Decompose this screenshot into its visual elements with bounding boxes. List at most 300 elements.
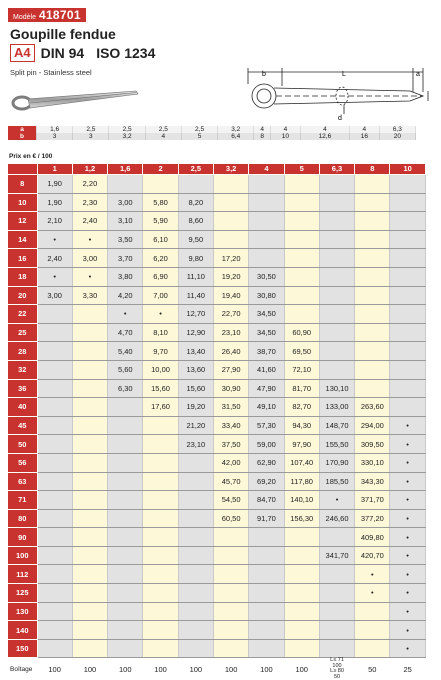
price-cell [72, 546, 107, 565]
column-header: 1 [37, 164, 72, 175]
dim-b-cell: 8 [254, 133, 271, 140]
row-length-label: 112 [8, 565, 37, 584]
price-cell [108, 528, 143, 547]
subtitle: Split pin - Stainless steel [10, 68, 92, 77]
price-cell [284, 621, 319, 640]
price-cell: 13,40 [178, 342, 213, 361]
packaging-cell: 100 [143, 658, 178, 680]
price-cell: 27,90 [213, 360, 248, 379]
price-cell: 54,50 [213, 491, 248, 510]
price-cell: 341,70 [319, 546, 354, 565]
price-cell [72, 379, 107, 398]
price-cell [213, 584, 248, 603]
price-cell [213, 546, 248, 565]
price-cell: 130,10 [319, 379, 354, 398]
price-cell: • [390, 584, 425, 603]
dim-b-cell: 5 [181, 133, 217, 140]
price-cell: 23,10 [178, 435, 213, 454]
price-cell [37, 398, 72, 417]
packaging-special-l2: 100 [332, 662, 342, 669]
price-cell: • [390, 416, 425, 435]
price-cell [108, 175, 143, 194]
price-cell: 4,20 [108, 286, 143, 305]
price-cell [249, 212, 284, 231]
price-cell [37, 379, 72, 398]
dim-a-cell: 2,5 [109, 126, 145, 133]
price-cell [355, 230, 390, 249]
packaging-cell: 100 [213, 658, 248, 680]
price-cell: 9,80 [178, 249, 213, 268]
dim-b-cell: 3 [73, 133, 109, 140]
price-cell [108, 509, 143, 528]
price-cell: 81,70 [284, 379, 319, 398]
packaging-cell: 100 [108, 658, 143, 680]
row-length-label: 10 [8, 193, 37, 212]
price-cell [319, 286, 354, 305]
price-cell [390, 286, 425, 305]
price-cell [72, 342, 107, 361]
price-cell: 38,70 [249, 342, 284, 361]
table-row [8, 230, 425, 249]
price-cell [319, 342, 354, 361]
column-header: 2,5 [178, 164, 213, 175]
price-cell [37, 435, 72, 454]
price-cell [355, 193, 390, 212]
price-cell [72, 491, 107, 510]
row-length-label: 45 [8, 416, 37, 435]
table-row [8, 193, 425, 212]
price-cell [319, 621, 354, 640]
price-cell [37, 472, 72, 491]
table-row [8, 565, 425, 584]
price-cell [143, 565, 178, 584]
price-cell [143, 175, 178, 194]
price-cell: 42,00 [213, 453, 248, 472]
table-row [8, 491, 425, 510]
table-row [8, 584, 425, 603]
table-row [8, 360, 425, 379]
price-cell [37, 528, 72, 547]
dim-a-cell: 4 [271, 126, 301, 133]
price-cell [72, 509, 107, 528]
price-cell [143, 509, 178, 528]
price-cell [72, 416, 107, 435]
price-cell [390, 379, 425, 398]
price-cell: 84,70 [249, 491, 284, 510]
price-cell: 47,90 [249, 379, 284, 398]
price-cell [37, 323, 72, 342]
price-cell [284, 546, 319, 565]
price-cell: • [72, 230, 107, 249]
price-cell [284, 286, 319, 305]
price-cell [37, 509, 72, 528]
price-cell [249, 175, 284, 194]
column-header: 1,6 [108, 164, 143, 175]
price-cell: 3,80 [108, 267, 143, 286]
row-length-label: 36 [8, 379, 37, 398]
page-title: Goupille fendue [10, 26, 116, 42]
price-cell: 34,50 [249, 305, 284, 324]
price-cell [143, 546, 178, 565]
model-number: 418701 [38, 8, 81, 22]
price-cell [284, 528, 319, 547]
price-cell [319, 360, 354, 379]
technical-drawing [238, 64, 433, 122]
dim-a-cell: 3,2 [218, 126, 254, 133]
price-cell [72, 360, 107, 379]
price-cell [284, 584, 319, 603]
price-cell: 12,70 [178, 305, 213, 324]
row-length-label: 150 [8, 639, 37, 658]
price-cell [319, 193, 354, 212]
price-cell [178, 565, 213, 584]
row-length-label: 125 [8, 584, 37, 603]
row-length-label: 40 [8, 398, 37, 417]
price-cell [390, 230, 425, 249]
price-cell: 33,40 [213, 416, 248, 435]
price-cell [355, 639, 390, 658]
dim-a-cell: 4 [300, 126, 349, 133]
price-cell: 309,50 [355, 435, 390, 454]
price-cell [355, 305, 390, 324]
row-length-label: 80 [8, 509, 37, 528]
price-cell [178, 528, 213, 547]
price-cell [178, 472, 213, 491]
price-cell: 34,50 [249, 323, 284, 342]
column-header: 10 [390, 164, 425, 175]
table-row [8, 267, 425, 286]
dim-b-cell: 3,2 [109, 133, 145, 140]
row-length-label: 16 [8, 249, 37, 268]
price-cell [249, 249, 284, 268]
price-cell: 15,60 [143, 379, 178, 398]
price-cell [319, 565, 354, 584]
price-cell: • [355, 565, 390, 584]
price-cell: • [108, 305, 143, 324]
price-cell: 11,10 [178, 267, 213, 286]
price-cell: 57,30 [249, 416, 284, 435]
price-cell [108, 565, 143, 584]
price-cell: 60,90 [284, 323, 319, 342]
row-length-label: 100 [8, 546, 37, 565]
price-cell [108, 491, 143, 510]
price-cell: 9,50 [178, 230, 213, 249]
row-length-label: 22 [8, 305, 37, 324]
price-cell: 82,70 [284, 398, 319, 417]
drawing-label-b: b [262, 71, 266, 78]
dim-a-cell: 6,3 [379, 126, 415, 133]
column-header: 4 [249, 164, 284, 175]
price-cell: • [319, 491, 354, 510]
price-cell: • [390, 639, 425, 658]
price-cell: 409,80 [355, 528, 390, 547]
price-cell: 420,70 [355, 546, 390, 565]
price-cell: 10,00 [143, 360, 178, 379]
price-cell: 97,90 [284, 435, 319, 454]
price-cell [213, 565, 248, 584]
price-cell [37, 621, 72, 640]
price-cell [178, 491, 213, 510]
price-cell: 8,60 [178, 212, 213, 231]
price-cell [213, 230, 248, 249]
price-cell [355, 360, 390, 379]
price-cell: 8,20 [178, 193, 213, 212]
price-cell [37, 342, 72, 361]
price-cell [319, 323, 354, 342]
price-cell [108, 546, 143, 565]
price-cell [319, 305, 354, 324]
price-cell [213, 639, 248, 658]
price-cell: • [390, 602, 425, 621]
price-cell: • [390, 621, 425, 640]
price-cell: 21,20 [178, 416, 213, 435]
price-cell [143, 491, 178, 510]
row-length-label: 28 [8, 342, 37, 361]
price-cell [319, 528, 354, 547]
price-cell [284, 175, 319, 194]
price-cell: • [390, 509, 425, 528]
row-length-label: 12 [8, 212, 37, 231]
price-cell: 19,20 [213, 267, 248, 286]
packaging-special-l3: L≥ 80 [330, 668, 344, 675]
price-cell [72, 639, 107, 658]
price-cell: 8,10 [143, 323, 178, 342]
row-length-label: 56 [8, 453, 37, 472]
row-length-label: 18 [8, 267, 37, 286]
dim-a-cell: 2,5 [73, 126, 109, 133]
table-row [8, 212, 425, 231]
packaging-cell: 100 [72, 658, 107, 680]
price-cell [390, 193, 425, 212]
price-cell [390, 323, 425, 342]
price-cell [284, 305, 319, 324]
dim-a-cell: 2,5 [145, 126, 181, 133]
price-cell [108, 398, 143, 417]
price-cell: 6,90 [143, 267, 178, 286]
table-row [8, 453, 425, 472]
price-cell: 1,90 [37, 193, 72, 212]
price-cell [355, 323, 390, 342]
price-cell: 19,20 [178, 398, 213, 417]
price-cell [213, 175, 248, 194]
price-cell: 30,50 [249, 267, 284, 286]
price-cell [249, 193, 284, 212]
price-cell [72, 398, 107, 417]
price-cell [178, 453, 213, 472]
price-cell: 156,30 [284, 509, 319, 528]
packaging-special-l1: L≤ 71 [330, 657, 344, 664]
price-cell [355, 379, 390, 398]
price-cell: • [390, 453, 425, 472]
price-cell [72, 323, 107, 342]
price-cell: 2,10 [37, 212, 72, 231]
price-cell [37, 546, 72, 565]
row-length-label: 8 [8, 175, 37, 194]
price-cell [37, 416, 72, 435]
price-cell: 15,60 [178, 379, 213, 398]
price-cell: 294,00 [355, 416, 390, 435]
dim-b-cell: 20 [379, 133, 415, 140]
dim-b-cell: 6,4 [218, 133, 254, 140]
price-cell: 343,30 [355, 472, 390, 491]
price-cell: 133,00 [319, 398, 354, 417]
price-cell: 22,70 [213, 305, 248, 324]
drawing-label-d: d [338, 115, 342, 122]
corner-cell [8, 164, 37, 175]
table-row [8, 398, 425, 417]
price-cell: 30,90 [213, 379, 248, 398]
price-cell [319, 584, 354, 603]
price-cell [319, 639, 354, 658]
column-header: 1,2 [72, 164, 107, 175]
price-cell [284, 212, 319, 231]
packaging-label: Boîtage [8, 658, 37, 680]
dimension-row-a [8, 126, 416, 133]
price-cell: 3,70 [108, 249, 143, 268]
norm-row [10, 44, 161, 62]
dim-b-cell: 4 [145, 133, 181, 140]
price-cell [390, 212, 425, 231]
row-length-label: 20 [8, 286, 37, 305]
price-cell [390, 360, 425, 379]
price-cell: 117,80 [284, 472, 319, 491]
price-cell [355, 175, 390, 194]
row-length-label: 50 [8, 435, 37, 454]
price-cell [37, 491, 72, 510]
model-badge [8, 8, 86, 22]
price-cell [249, 230, 284, 249]
price-cell [249, 584, 284, 603]
price-cell [108, 453, 143, 472]
price-cell: 3,00 [37, 286, 72, 305]
price-cell [319, 249, 354, 268]
price-cell [72, 584, 107, 603]
price-cell [284, 230, 319, 249]
price-cell [37, 360, 72, 379]
price-cell: 2,30 [72, 193, 107, 212]
table-row [8, 323, 425, 342]
price-cell [143, 472, 178, 491]
price-cell: 91,70 [249, 509, 284, 528]
price-cell [249, 639, 284, 658]
packaging-row [8, 658, 425, 680]
price-cell: 69,50 [284, 342, 319, 361]
price-cell: 6,10 [143, 230, 178, 249]
price-cell: 62,90 [249, 453, 284, 472]
price-cell: 94,30 [284, 416, 319, 435]
price-cell [178, 509, 213, 528]
price-cell: 2,40 [37, 249, 72, 268]
price-cell: 1,90 [37, 175, 72, 194]
price-label: Prix en € / 100 [9, 153, 53, 160]
table-row [8, 546, 425, 565]
price-cell: 5,40 [108, 342, 143, 361]
price-cell [213, 212, 248, 231]
price-cell [108, 584, 143, 603]
price-cell: • [37, 267, 72, 286]
price-cell: • [390, 565, 425, 584]
price-cell: 2,20 [72, 175, 107, 194]
packaging-cell: 25 [390, 658, 425, 680]
price-cell: 45,70 [213, 472, 248, 491]
dim-b-cell: 16 [350, 133, 380, 140]
table-row [8, 435, 425, 454]
price-cell [178, 621, 213, 640]
price-cell: 72,10 [284, 360, 319, 379]
price-cell: • [37, 230, 72, 249]
price-cell: • [390, 546, 425, 565]
price-cell [390, 175, 425, 194]
table-row [8, 621, 425, 640]
packaging-special-l4: 50 [333, 673, 341, 680]
price-cell: • [143, 305, 178, 324]
price-cell [213, 193, 248, 212]
price-cell: 371,70 [355, 491, 390, 510]
price-cell [355, 621, 390, 640]
drawing-label-l: L [342, 71, 346, 78]
price-cell: 5,90 [143, 212, 178, 231]
dim-a-cell: 1,6 [37, 126, 73, 133]
price-cell: 31,50 [213, 398, 248, 417]
price-header-row [8, 164, 425, 175]
price-cell [249, 621, 284, 640]
price-cell [72, 472, 107, 491]
table-row [8, 528, 425, 547]
price-cell: 23,10 [213, 323, 248, 342]
split-pin-image [10, 86, 140, 116]
table-row [8, 286, 425, 305]
dim-a-cell: 2,5 [181, 126, 217, 133]
price-cell [72, 435, 107, 454]
price-cell [284, 193, 319, 212]
price-cell [72, 621, 107, 640]
price-cell: 263,60 [355, 398, 390, 417]
price-cell [37, 565, 72, 584]
price-cell: 19,40 [213, 286, 248, 305]
price-cell: 185,50 [319, 472, 354, 491]
price-cell [108, 639, 143, 658]
price-cell [284, 565, 319, 584]
price-cell [249, 565, 284, 584]
price-cell: 26,40 [213, 342, 248, 361]
packaging-cell: 50 [355, 658, 390, 680]
price-cell [213, 621, 248, 640]
price-cell [143, 621, 178, 640]
price-cell: • [390, 472, 425, 491]
table-row [8, 379, 425, 398]
price-cell [72, 565, 107, 584]
price-cell: • [355, 584, 390, 603]
price-cell [143, 528, 178, 547]
price-cell [72, 528, 107, 547]
packaging-cell: 100 [284, 658, 319, 680]
price-cell: 12,90 [178, 323, 213, 342]
price-cell: • [72, 267, 107, 286]
price-cell [390, 342, 425, 361]
price-cell [284, 267, 319, 286]
dim-a-cell: 4 [350, 126, 380, 133]
price-cell [37, 584, 72, 603]
drawing-label-a: a [416, 71, 420, 78]
dim-b-cell: 10 [271, 133, 301, 140]
price-cell [390, 249, 425, 268]
price-cell: 59,00 [249, 435, 284, 454]
row-label-b: b [8, 133, 37, 140]
price-cell [143, 453, 178, 472]
price-cell: 37,50 [213, 435, 248, 454]
price-cell [143, 435, 178, 454]
price-cell: 3,50 [108, 230, 143, 249]
